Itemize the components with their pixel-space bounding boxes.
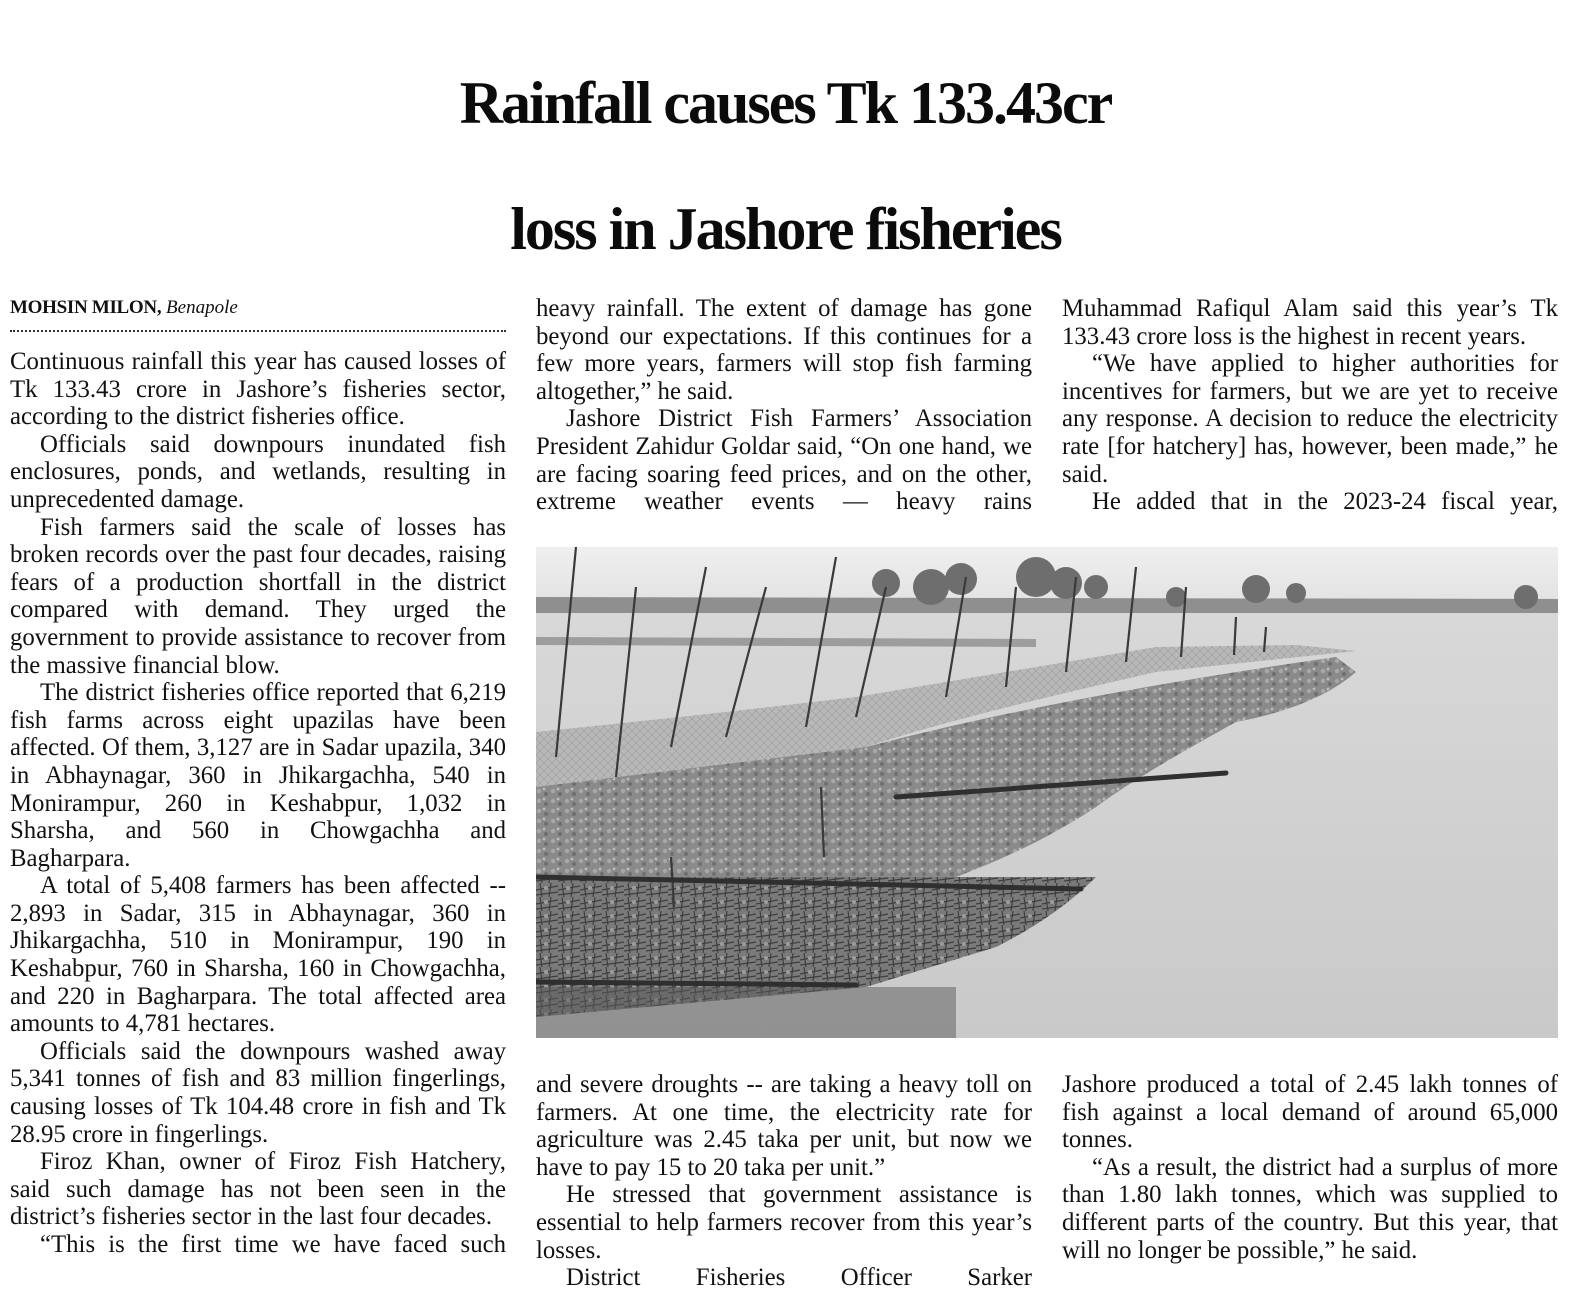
paragraph: Jashore produced a total of 2.45 lakh tonnes of fish against a local demand of around 65,000 tonnes.: [1062, 1071, 1558, 1154]
paragraph: He added that in the 2023-24 fiscal year,: [1092, 488, 1558, 516]
flooded-fish-enclosure-photo: [536, 547, 1558, 1038]
headline-line-1: Rainfall causes Tk 133.43cr: [459, 70, 1112, 136]
headline: [0, 40, 1571, 292]
byline-location: Benapole: [166, 297, 238, 318]
byline-author: MOHSIN MILON,: [10, 297, 162, 318]
article-column-2-bottom: [536, 1071, 1032, 1292]
paragraph: Jashore District Fish Farmers’ Association President Zahidur Goldar said, “On one hand, we are facing soaring feed prices, and on the other, extreme weather events — heavy rains: [536, 405, 1032, 516]
byline: [10, 295, 506, 321]
paragraph: Fish farmers said the scale of losses has broken records over the past four decades, raising fears of a production shortfall in the district compared with demand. They urged the government to provide assistance to recover from the massive financial blow.: [10, 513, 506, 679]
paragraph: “This is the first time we have faced such: [40, 1231, 506, 1258]
paragraph: He stressed that government assistance is essential to help farmers recover from this year’s losses.: [536, 1181, 1032, 1264]
byline-divider: [10, 330, 506, 332]
paragraph: Continuous rainfall this year has caused losses of Tk 133.43 crore in Jashore’s fisheries sector, according to the district fisheries office.: [10, 348, 506, 431]
paragraph: “As a result, the district had a surplus of more than 1.80 lakh tonnes, which was supplied to different parts of the country. But this year, that will no longer be possible,” he said.: [1062, 1153, 1558, 1264]
article-column-3-bottom: [1062, 1071, 1558, 1264]
paragraph: Officials said downpours inundated fish enclosures, ponds, and wetlands, resulting in unprecedented damage.: [10, 430, 506, 513]
paragraph: Firoz Khan, owner of Firoz Fish Hatchery, said such damage has not been seen in the district’s fisheries sector in the last four decades.: [10, 1148, 506, 1231]
photo-icon: [536, 547, 1558, 1038]
paragraph: heavy rainfall. The extent of damage has gone beyond our expectations. If this continues for a few more years, farmers will stop fish farming altogether,” he said.: [536, 295, 1032, 405]
headline-line-2: loss in Jashore fisheries: [510, 196, 1061, 262]
paragraph: District Fisheries Officer Sarker: [566, 1264, 1032, 1292]
article-column-3-top: [1062, 295, 1558, 516]
paragraph: Muhammad Rafiqul Alam said this year’s Tk 133.43 crore loss is the highest in recent years.: [1062, 295, 1558, 350]
paragraph: Officials said the downpours washed away 5,341 tonnes of fish and 83 million fingerlings, causing losses of Tk 104.48 crore in fish and Tk 28.95 crore in fingerlings.: [10, 1037, 506, 1148]
paragraph: and severe droughts -- are taking a heavy toll on farmers. At one time, the electricity rate for agriculture was 2.45 taka per unit, but now we have to pay 15 to 20 taka per unit.”: [536, 1071, 1032, 1181]
paragraph: A total of 5,408 farmers has been affected -- 2,893 in Sadar, 315 in Abhaynagar, 360 in Jhikargachha, 510 in Monirampur, 190 in Keshabpur, 760 in Sharsha, 160 in Chowgachha, and 220 in Bagharpara. The total affected area amounts to 4,781 hectares.: [10, 872, 506, 1038]
paragraph: “We have applied to higher authorities for incentives for farmers, but we are yet to receive any response. A decision to reduce the electricity rate [for hatchery] has, however, been made,” he said.: [1062, 350, 1558, 488]
article-column-2-top: [536, 295, 1032, 516]
paragraph: The district fisheries office reported that 6,219 fish farms across eight upazilas have been affected. Of them, 3,127 are in Sadar upazila, 340 in Abhaynagar, 360 in Jhikargachha, 540 in Monirampur, 260 in Keshabpur, 1,032 in Sharsha, and 560 in Chowgachha and Bagharpara.: [10, 679, 506, 872]
article-column-1: [10, 348, 506, 1259]
